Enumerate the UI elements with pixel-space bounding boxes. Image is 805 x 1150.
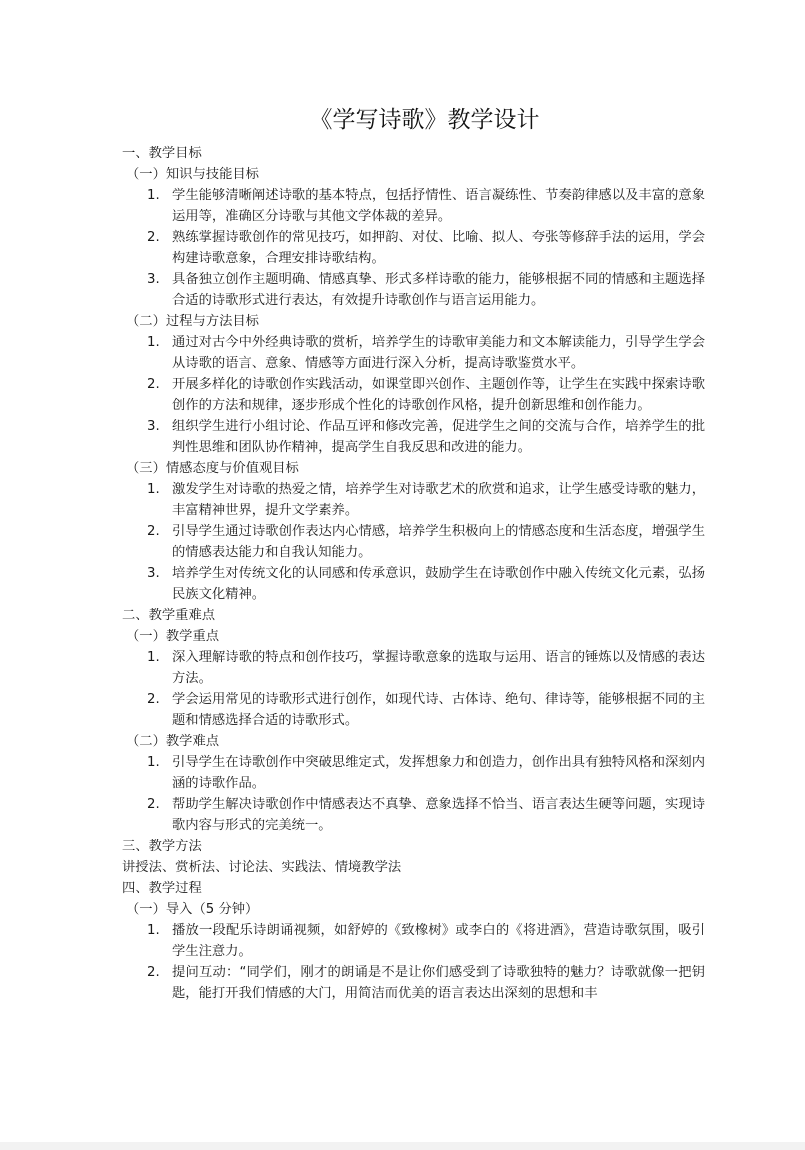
list-item-text: 具备独立创作主题明确、情感真挚、形式多样诗歌的能力，能够根据不同的情感和主题选择合适的诗歌形式进行表达，有效提升诗歌创作与语言运用能力。 xyxy=(172,272,705,308)
document-body xyxy=(122,143,705,1004)
list-item-number: 1. xyxy=(147,650,160,665)
list-item-text: 培养学生对传统文化的认同感和传承意识，鼓励学生在诗歌创作中融入传统文化元素，弘扬民族文化精神。 xyxy=(172,566,705,602)
list-item xyxy=(122,479,705,521)
list-item xyxy=(122,269,705,311)
list-item xyxy=(122,647,705,689)
list-item xyxy=(122,374,705,416)
list-item-number: 1. xyxy=(147,923,160,938)
list-item xyxy=(122,521,705,563)
numbered-list xyxy=(122,479,705,605)
page-title: 《学写诗歌》教学设计 xyxy=(309,107,540,133)
list-item-text: 提问互动：“同学们，刚才的朗诵是不是让你们感受到了诗歌独特的魅力？诗歌就像一把钥匙，能打开我们情感的大门，用简洁而优美的语言表达出深刻的思想和丰 xyxy=(172,965,705,1001)
list-item-number: 2. xyxy=(147,965,160,980)
list-item-number: 1. xyxy=(147,755,160,770)
subsection-heading: （二）过程与方法目标 xyxy=(126,314,259,329)
list-item-text: 帮助学生解决诗歌创作中情感表达不真挚、意象选择不恰当、语言表达生硬等问题，实现诗歌内容与形式的完美统一。 xyxy=(172,797,705,833)
list-item-text: 开展多样化的诗歌创作实践活动，如课堂即兴创作、主题创作等，让学生在实践中探索诗歌创作的方法和规律，逐步形成个性化的诗歌创作风格，提升创新思维和创作能力。 xyxy=(172,377,705,413)
list-item-text: 组织学生进行小组讨论、作品互评和修改完善，促进学生之间的交流与合作，培养学生的批判性思维和团队协作精神，提高学生自我反思和改进的能力。 xyxy=(172,419,705,455)
list-item-number: 2. xyxy=(147,377,160,392)
list-item xyxy=(122,416,705,458)
numbered-list xyxy=(122,185,705,311)
list-item xyxy=(122,920,705,962)
section-heading: 一、教学目标 xyxy=(122,146,202,161)
list-item-number: 2. xyxy=(147,692,160,707)
subsection-heading: （一）教学重点 xyxy=(126,629,220,644)
list-item xyxy=(122,332,705,374)
numbered-list xyxy=(122,752,705,836)
subsection-heading: （三）情感态度与价值观目标 xyxy=(126,461,299,476)
numbered-list xyxy=(122,920,705,1004)
list-item xyxy=(122,185,705,227)
section-heading: 三、教学方法 xyxy=(122,839,202,854)
list-item-text: 引导学生通过诗歌创作表达内心情感，培养学生积极向上的情感态度和生活态度，增强学生的情感表达能力和自我认知能力。 xyxy=(172,524,705,560)
list-item-number: 2. xyxy=(147,797,160,812)
list-item-text: 熟练掌握诗歌创作的常见技巧，如押韵、对仗、比喻、拟人、夸张等修辞手法的运用，学会构建诗歌意象，合理安排诗歌结构。 xyxy=(172,230,705,266)
subsection-heading: （二）教学难点 xyxy=(126,734,220,749)
list-item xyxy=(122,227,705,269)
list-item xyxy=(122,794,705,836)
list-item-number: 2. xyxy=(147,524,160,539)
list-item-text: 深入理解诗歌的特点和创作技巧，掌握诗歌意象的选取与运用、语言的锤炼以及情感的表达方法。 xyxy=(172,650,705,686)
list-item-text: 学生能够清晰阐述诗歌的基本特点，包括抒情性、语言凝练性、节奏韵律感以及丰富的意象运用等，准确区分诗歌与其他文学体裁的差异。 xyxy=(172,188,705,224)
list-item-text: 激发学生对诗歌的热爱之情，培养学生对诗歌艺术的欣赏和追求，让学生感受诗歌的魅力，丰富精神世界，提升文学素养。 xyxy=(172,482,705,518)
list-item xyxy=(122,563,705,605)
section-heading: 四、教学过程 xyxy=(122,881,202,896)
list-item xyxy=(122,962,705,1004)
subsection-heading: （一）知识与技能目标 xyxy=(126,167,259,182)
list-item xyxy=(122,752,705,794)
list-item-text: 通过对古今中外经典诗歌的赏析，培养学生的诗歌审美能力和文本解读能力，引导学生学会从诗歌的语言、意象、情感等方面进行深入分析，提高诗歌鉴赏水平。 xyxy=(172,335,705,371)
list-item-number: 1. xyxy=(147,482,160,497)
list-item xyxy=(122,689,705,731)
list-item-number: 3. xyxy=(147,419,160,434)
numbered-list xyxy=(122,332,705,458)
numbered-list xyxy=(122,647,705,731)
list-item-number: 1. xyxy=(147,335,160,350)
list-item-number: 1. xyxy=(147,188,160,203)
list-item-number: 3. xyxy=(147,272,160,287)
list-item-number: 3. xyxy=(147,566,160,581)
subsection-heading: （一）导入（5 分钟） xyxy=(126,902,259,917)
section-text: 讲授法、赏析法、讨论法、实践法、情境教学法 xyxy=(122,860,402,875)
list-item-text: 播放一段配乐诗朗诵视频，如舒婷的《致橡树》或李白的《将进酒》，营造诗歌氛围，吸引学生注意力。 xyxy=(172,923,705,959)
section-heading: 二、教学重难点 xyxy=(122,608,216,623)
list-item-number: 2. xyxy=(147,230,160,245)
list-item-text: 学会运用常见的诗歌形式进行创作，如现代诗、古体诗、绝句、律诗等，能够根据不同的主题和情感选择合适的诗歌形式。 xyxy=(172,692,705,728)
list-item-text: 引导学生在诗歌创作中突破思维定式，发挥想象力和创造力，创作出具有独特风格和深刻内涵的诗歌作品。 xyxy=(172,755,705,791)
